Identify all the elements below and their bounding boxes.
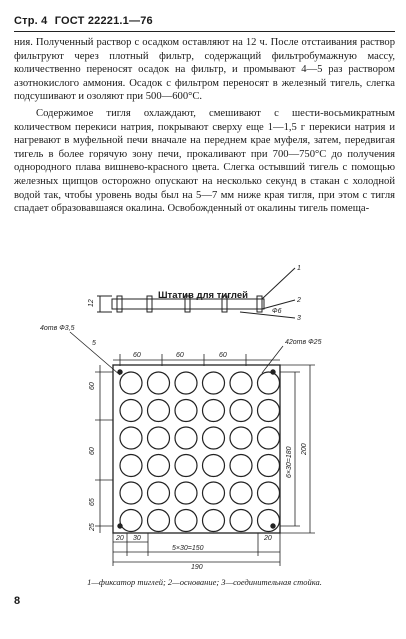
callout-leader [262,268,295,299]
label-small-holes: 4отв Ф3,5 [40,325,75,332]
dim-top-60: 60 [133,352,141,359]
fixing-hole [118,370,122,374]
crucible-hole [258,427,280,449]
dim-bottom-chain: 5×30=150 [172,545,204,552]
dim-left-60: 60 [89,382,96,390]
label-large-holes: 42отв Ф25 [285,339,322,346]
crucible-hole [230,400,252,422]
fixing-hole [118,524,122,528]
crucible-hole [258,510,280,532]
dim-left-60: 60 [89,447,96,455]
crucible-hole [120,455,142,477]
callout-3: 3 [297,315,301,322]
dim-right-200: 200 [301,443,308,455]
crucible-hole [148,510,170,532]
dim-bottom-20: 20 [264,535,272,542]
dim-bottom-total: 190 [191,564,203,571]
crucible-hole [258,372,280,394]
crucible-hole [148,482,170,504]
dim-rod-dia: Ф6 [272,308,282,315]
side-post [257,296,262,312]
left-dims [95,365,113,533]
crucible-hole [148,455,170,477]
crucible-hole [175,400,197,422]
crucible-hole [120,510,142,532]
crucible-hole [120,400,142,422]
fixing-hole [271,370,275,374]
dim-bottom-20: 20 [116,535,124,542]
side-post [185,296,190,312]
plan-view [113,365,280,533]
crucible-hole [230,372,252,394]
dim-left-65: 65 [89,498,96,506]
figure-legend: 1—фиксатор тиглей; 2—основание; 3—соединительная стойка. [87,577,322,587]
crucible-hole [175,482,197,504]
dim-top-60: 60 [219,352,227,359]
side-post [147,296,152,312]
crucible-hole [148,400,170,422]
crucible-hole [203,427,225,449]
crucible-hole [258,400,280,422]
crucible-hole [175,455,197,477]
crucible-hole [120,372,142,394]
dim-left-25: 25 [89,523,96,531]
callout-1: 1 [297,265,301,272]
dim-side-height: 12 [88,299,95,307]
crucible-hole [203,482,225,504]
dim-edge-5: 5 [92,340,96,347]
dim-top-60: 60 [176,352,184,359]
paragraph-1: ния. Полученный раствор с осадком оставляют на 12 ч. После отстаивания раствор фильтруют через плотный фильтр, содержащий фильтробумажную массу, количественно переносят осадок на фильтр, и промывают 4—5 раз раствором азотнокислого аммония. Осадок с фильтром переносят в железный тигель, слегка подсушивают и озоляют при 500—600°С. [14,37,395,103]
side-post [117,296,122,312]
dim-bottom-30: 30 [133,535,141,542]
dim-right-chain: 6×30=180 [286,446,293,478]
side-view [97,268,295,318]
paragraph-2: Содержимое тигля охлаждают, смешивают с шести-восьмикратным количеством перекиси натрия, покрывают сверху еще 1—1,5 г перекиси натрия и нагревают в муфельной печи вначале на переднем крае муфеля, затем, передвигая тигель в более горячую зону печи, прокаливают при 700—750°С до получения однородного плава вишнево-красного цвета. Слегка остывший тигель с помощью железных щипцов осторожно опускают на несколько секунд в стакан с холодной водой так, чтобы уровень воды был на 5—7 мм ниже края тигля, при этом с тигля спадает образовавшаяся окалина. Освобожденный от окалины тигель помеща- [14,107,395,215]
crucible-hole [258,482,280,504]
crucible-hole [230,427,252,449]
crucible-hole [203,510,225,532]
callout-2: 2 [297,297,301,304]
crucible-hole [258,455,280,477]
page-label: Стр. 4 [14,15,48,27]
side-post [222,296,227,312]
crucible-hole [175,372,197,394]
crucible-hole [148,372,170,394]
fixing-hole [271,524,275,528]
crucible-hole [148,427,170,449]
crucible-hole [230,510,252,532]
base-plate-outline [113,365,280,533]
callout-leader [240,312,295,318]
crucible-hole [175,510,197,532]
crucible-hole [120,482,142,504]
crucible-hole [120,427,142,449]
crucible-hole [230,455,252,477]
crucible-hole [230,482,252,504]
crucible-hole [203,455,225,477]
figure-title: Штатив для тиглей [158,290,248,301]
page-number: 8 [14,595,21,607]
crucible-hole [203,400,225,422]
crucible-hole [175,427,197,449]
crucible-holes [120,372,280,532]
standard-code: ГОСТ 22221.1—76 [54,15,153,27]
side-base-plate [112,299,264,309]
crucible-hole [203,372,225,394]
